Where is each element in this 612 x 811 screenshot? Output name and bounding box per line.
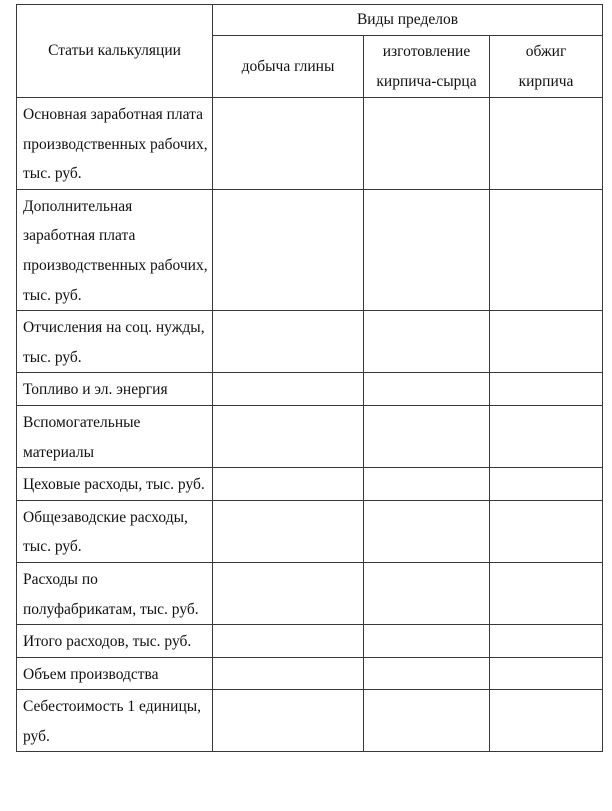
value-cell[interactable] — [364, 98, 490, 190]
table-row — [17, 189, 603, 310]
calculation-table — [16, 4, 603, 752]
value-cell[interactable] — [490, 690, 603, 752]
value-cell[interactable] — [213, 562, 364, 624]
value-cell[interactable] — [213, 189, 364, 310]
value-cell[interactable] — [490, 468, 603, 501]
value-cell[interactable] — [490, 405, 603, 467]
value-cell[interactable] — [490, 562, 603, 624]
value-cell[interactable] — [213, 373, 364, 406]
row-header-label: Статьи калькуляции — [48, 42, 181, 59]
group-header-cell — [213, 5, 603, 36]
row-label: Общезаводские расходы, тыс. руб. — [17, 500, 213, 562]
header-row-top — [17, 5, 603, 36]
value-cell[interactable] — [490, 657, 603, 690]
value-cell[interactable] — [490, 98, 603, 190]
value-cell[interactable] — [364, 500, 490, 562]
value-cell[interactable] — [490, 311, 603, 373]
table-row — [17, 373, 603, 406]
column-header-line2: кирпича — [518, 72, 574, 90]
value-cell[interactable] — [364, 405, 490, 467]
value-cell[interactable] — [364, 189, 490, 310]
value-cell[interactable] — [213, 311, 364, 373]
value-cell[interactable] — [364, 690, 490, 752]
column-header-line1: изготовление — [382, 43, 471, 60]
value-cell[interactable] — [213, 625, 364, 658]
table-row — [17, 657, 603, 690]
row-label: Топливо и эл. энергия — [17, 373, 213, 406]
value-cell[interactable] — [213, 657, 364, 690]
value-cell[interactable] — [213, 405, 364, 467]
value-cell[interactable] — [364, 468, 490, 501]
table-row — [17, 311, 603, 373]
value-cell[interactable] — [364, 373, 490, 406]
table-row — [17, 468, 603, 501]
table-row — [17, 500, 603, 562]
row-label: Цеховые расходы, тыс. руб. — [17, 468, 213, 501]
value-cell[interactable] — [364, 625, 490, 658]
value-cell[interactable] — [213, 468, 364, 501]
table-row — [17, 690, 603, 752]
column-header-brick-firing — [490, 36, 603, 98]
row-label: Дополнительная заработная плата производственных рабочих, тыс. руб. — [17, 189, 213, 310]
group-header-label: Виды пределов — [356, 11, 459, 28]
value-cell[interactable] — [364, 311, 490, 373]
row-header-cell — [17, 5, 213, 98]
column-header-raw-brick-making — [364, 36, 490, 98]
row-label: Основная заработная плата производственных рабочих, тыс. руб. — [17, 98, 213, 190]
row-label: Отчисления на соц. нужды, тыс. руб. — [17, 311, 213, 373]
table-row — [17, 562, 603, 624]
value-cell[interactable] — [490, 373, 603, 406]
row-label: Итого расходов, тыс. руб. — [17, 625, 213, 658]
column-header-line1: добыча глины — [241, 57, 335, 75]
table-row — [17, 625, 603, 658]
value-cell[interactable] — [364, 657, 490, 690]
table-row — [17, 405, 603, 467]
value-cell[interactable] — [213, 500, 364, 562]
column-header-clay-extraction — [213, 36, 364, 98]
value-cell[interactable] — [490, 625, 603, 658]
column-header-line1: обжиг — [525, 43, 567, 60]
value-cell[interactable] — [364, 562, 490, 624]
row-label: Объем производства — [17, 657, 213, 690]
row-label: Расходы по полуфабрикатам, тыс. руб. — [17, 562, 213, 624]
column-header-line2: кирпича-сырца — [376, 72, 477, 90]
value-cell[interactable] — [490, 189, 603, 310]
value-cell[interactable] — [213, 98, 364, 190]
table-row — [17, 98, 603, 190]
row-label: Себестоимость 1 единицы, руб. — [17, 690, 213, 752]
value-cell[interactable] — [490, 500, 603, 562]
value-cell[interactable] — [213, 690, 364, 752]
row-label: Вспомогательные материалы — [17, 405, 213, 467]
